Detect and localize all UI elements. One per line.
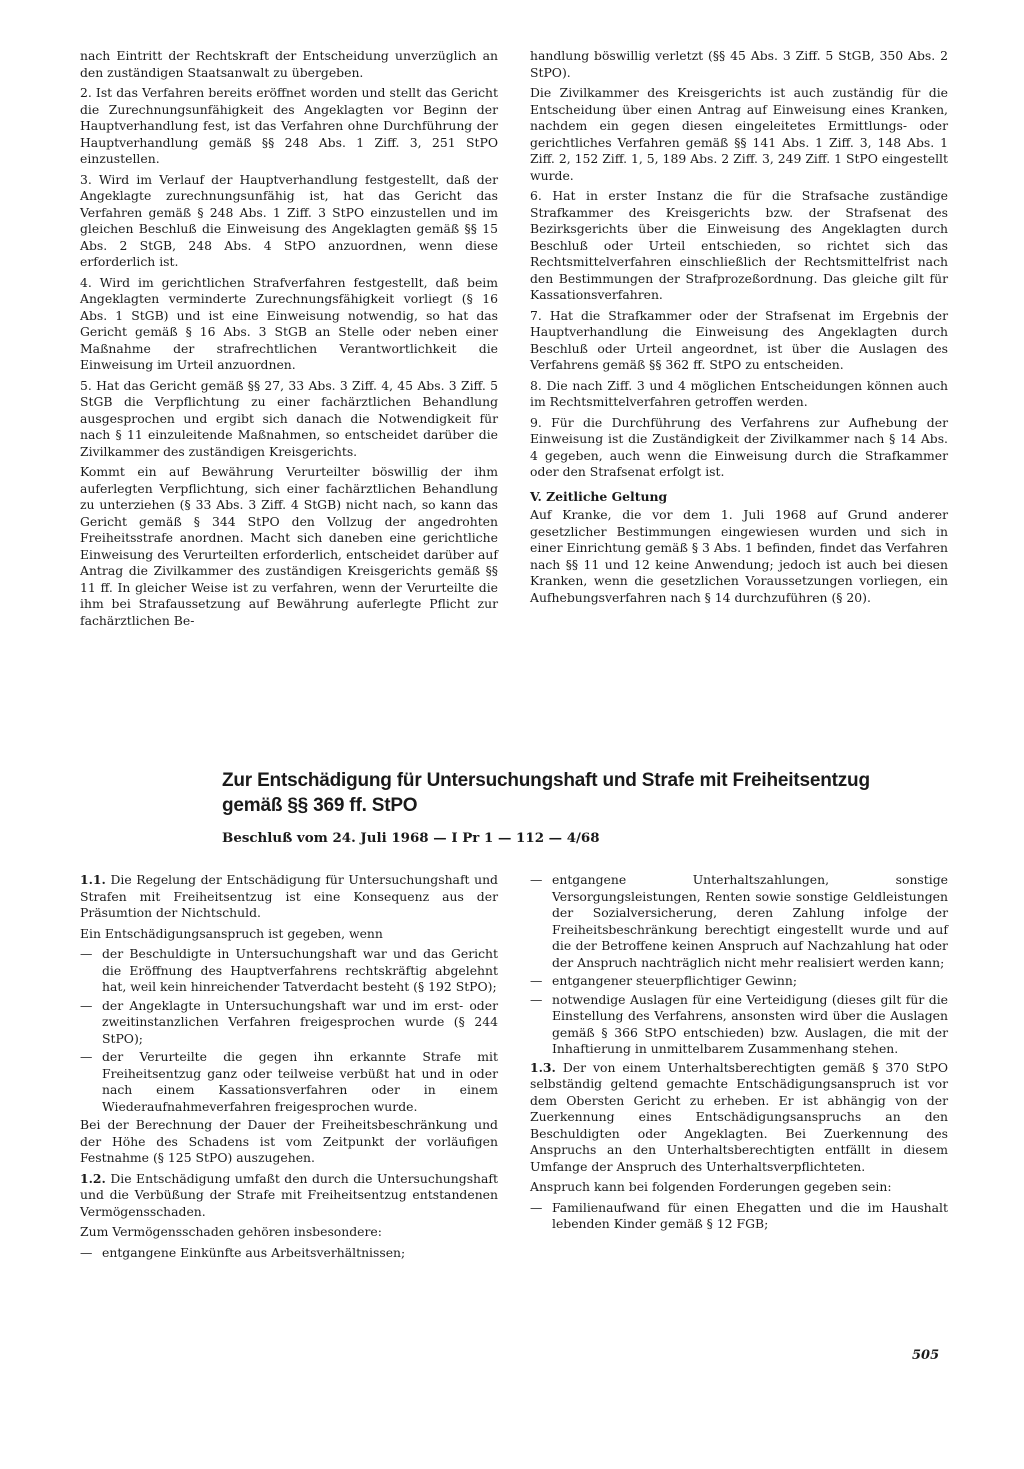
paragraph-text: Die Entschädigung umfaßt den durch die Untersuchungshaft und die Verbüßung der Strafe mit Freiheitsentzug entstandenen Vermögensschaden. [80,1170,498,1219]
decision-reference: Beschluß vom 24. Juli 1968 — I Pr 1 — 112 — 4/68 [222,830,600,846]
paragraph: handlung böswillig verletzt (§§ 45 Abs. 3 Ziff. 5 StGB, 350 Abs. 2 StPO). [530,48,948,80]
list-item: — entgangene Unterhaltszahlungen, sonstige Versorgungsleistungen, Renten sowie sonstige Geldleistungen der Sozialversicherung, deren Zahlung infolge der Freiheitsbeschränkung berechtigt eingestellt wurde und auf die der Betroffene keinen Anspruch auf Nachzahlung hat oder der Anspruch nachträglich nicht mehr realisiert werden kann; [530,872,948,971]
article-title-line: gemäß §§ 369 ff. StPO [222,795,418,816]
paragraph: Kommt ein auf Bewährung Verurteilter böswillig der ihm auferlegten Verpflichtung, sich einer fachärztlichen Behandlung zu unterziehen (§ 33 Abs. 3 Ziff. 4 StGB) nicht nach, so kann das Gericht gemäß § 344 StPO den Vollzug der angedrohten Freiheitsstrafe anordnen. Macht sich daneben eine gerichtliche Einweisung des Verurteilten erforderlich, entscheidet darüber auf Antrag die Zivilkammer des zuständigen Kreisgerichts gemäß §§ 11 ff. In gleicher Weise ist zu verfahren, wenn der Verurteilte die ihm bei Strafaussetzung auf Bewährung auferlegte Pflicht zur fachärztlichen Be- [80,464,498,628]
list-item: — entgangene Einkünfte aus Arbeitsverhältnissen; [80,1245,498,1262]
paragraph: Die Zivilkammer des Kreisgerichts ist auch zuständig für die Entscheidung über einen Antrag auf Einweisung eines Kranken, nachdem ein gegen diesen eingeleitetes Ermittlungs- oder gerichtliches Verfahren gemäß §§ 141 Abs. 1 Ziff. 3, 148 Abs. 1 Ziff. 2, 152 Ziff. 1, 5, 189 Abs. 2 Ziff. 3, 249 Ziff. 1 StPO eingestellt wurde. [530,85,948,183]
damage-list [80,1245,498,1262]
paragraph: Zum Vermögensschaden gehören insbesondere: [80,1224,382,1239]
claim-list [530,1200,948,1233]
paragraph-number: 1.1. [80,872,106,887]
paragraph: 5. Hat das Gericht gemäß §§ 27, 33 Abs. 3 Ziff. 4, 45 Abs. 3 Ziff. 5 StGB die Verpflichtung zu einer fachärztlichen Behandlung ausgesprochen und ergibt sich danach die Notwendigkeit für nach § 11 einzuleitende Maßnahmen, so entscheidet darüber die Zivilkammer des zuständigen Kreisgerichts. [80,377,498,459]
page-number: 505 [912,1348,940,1363]
list-item: — entgangener steuerpflichtiger Gewinn; [530,973,948,990]
paragraph: nach Eintritt der Rechtskraft der Entscheidung unverzüglich an den zuständigen Staatsanwalt zu übergeben. [80,48,498,80]
paragraph [80,872,498,922]
damage-list [530,872,948,1058]
list-item: — der Verurteilte die gegen ihn erkannte Strafe mit Freiheitsentzug ganz oder teilweise verbüßt hat und in oder nach einem Kassationsverfahren oder in einem Wiederaufnahmeverfahren freigesprochen wurde. [80,1049,498,1115]
list-item: — der Beschuldigte in Untersuchungshaft war und das Gericht die Eröffnung des Hauptverfahrens rechtskräftig abgelehnt hat, weil kein hinreichender Tatverdacht besteht (§ 192 StPO); [80,946,498,996]
paragraph-text: Der von einem Unterhaltsberechtigten gemäß § 370 StPO selbständig geltend gemachte Entschädigungsanspruch ist vor dem Obersten Gericht zu erheben. Er ist abhängig von der Zuerkennung eines Entschädigungsanspruchs an den Beschuldigten oder Angeklagten. Bei Zuerkennung des Anspruchs an den Unterhaltsberechtigten entfällt in diesem Umfange der Anspruch des Unterhaltsverpflichteten. [530,1059,948,1174]
top-left-column [80,48,498,633]
article-title-line: Zur Entschädigung für Untersuchungshaft und Strafe mit Freiheitsentzug [222,770,870,791]
paragraph: Bei der Berechnung der Dauer der Freiheitsbeschränkung und der Höhe des Schadens ist vom Zeitpunkt der vorläufigen Festnahme (§ 125 StPO) auszugehen. [80,1117,498,1165]
list-item: — notwendige Auslagen für eine Verteidigung (dieses gilt für die Einstellung des Verfahrens, ansonsten wird über die Auslagen gemäß § 366 StPO entschieden) bzw. Auslagen, die mit der Inhaftierung in unmittelbarem Zusammenhang stehen. [530,992,948,1058]
paragraph: 7. Hat die Strafkammer oder der Strafsenat im Ergebnis der Hauptverhandlung die Einweisung des Angeklagten durch Beschluß oder Urteil angeordnet, ist über die Auslagen des Verfahrens gemäß §§ 362 ff. StPO zu entscheiden. [530,307,948,372]
paragraph: 3. Wird im Verlauf der Hauptverhandlung festgestellt, daß der Angeklagte zurechnungsunfähig ist, hat das Gericht das Verfahren gemäß § 248 Abs. 1 Ziff. 3 StPO einzustellen und im gleichen Beschluß die Einweisung des Angeklagten gemäß §§ 15 Abs. 2 StGB, 248 Abs. 4 StPO anzuordnen, wenn diese erforderlich ist. [80,171,498,269]
paragraph-number: 1.3. [530,1059,556,1075]
paragraph-number: 1.2. [80,1170,106,1186]
claim-list [80,946,498,1115]
top-right-column [530,48,948,610]
list-item: — der Angeklagte in Untersuchungshaft war und im erst- oder zweitinstanzlichen Verfahren freigesprochen wurde (§ 244 StPO); [80,998,498,1048]
paragraph: 8. Die nach Ziff. 3 und 4 möglichen Entscheidungen können auch im Rechtsmittelverfahren getroffen werden. [530,377,948,409]
paragraph: 6. Hat in erster Instanz die für die Strafsache zuständige Strafkammer des Kreisgerichts bzw. der Strafsenat des Bezirksgerichts über die Einweisung des Angeklagten durch Beschluß oder Urteil entschieden, so richtet sich das Rechtsmittelverfahren einschließlich der Rechtsmittelfrist nach den Bestimmungen der Strafprozeßordnung. Das gleiche gilt für Kassationsverfahren. [530,188,948,302]
paragraph: 4. Wird im gerichtlichen Strafverfahren festgestellt, daß beim Angeklagten verminderte Zurechnungsfähigkeit vorliegt (§ 16 Abs. 1 StGB) und ist eine Einweisung notwendig, so hat das Gericht gemäß § 16 Abs. 3 StGB an Stelle oder neben einer Maßnahme der strafrechtlichen Verantwortlichkeit die Einweisung im Urteil anzuordnen. [80,274,498,372]
paragraph: 9. Für die Durchführung des Verfahrens zur Aufhebung der Einweisung ist die Zuständigkeit der Zivilkammer nach § 14 Abs. 4 gegeben, auch wenn die Einweisung durch die Strafkammer oder den Strafsenat erfolgt ist. [530,414,948,479]
section-heading: V. Zeitliche Geltung [530,488,668,504]
article-title [222,768,942,818]
paragraph: 2. Ist das Verfahren bereits eröffnet worden und stellt das Gericht die Zurechnungsunfähigkeit des Angeklagten vor Beginn der Hauptverhandlung fest, ist das Verfahren ohne Durchführung der Hauptverhandlung gemäß §§ 248 Abs. 1 Ziff. 3, 251 StPO einzustellen. [80,85,498,166]
list-item: — Familienaufwand für einen Ehegatten und die im Haushalt lebenden Kinder gemäß § 12 FGB; [530,1200,948,1233]
paragraph [80,1171,498,1221]
paragraph: Auf Kranke, die vor dem 1. Juli 1968 auf Grund anderer gesetzlicher Bestimmungen eingewiesen wurden und sich in einer Einrichtung gemäß § 3 Abs. 1 befinden, findet das Verfahren nach §§ 11 und 12 keine Anwendung; jedoch ist auch bei diesen Kranken, wenn die gesetzlichen Voraussetzungen vorliegen, ein Aufhebungsverfahren nach § 14 durchzuführen (§ 20). [530,507,948,605]
bottom-left-column [80,872,498,1263]
paragraph: Anspruch kann bei folgenden Forderungen gegeben sein: [530,1179,892,1194]
paragraph-text: Die Regelung der Entschädigung für Untersuchungshaft und Strafen mit Freiheitsentzug ist eine Konsequenz aus der Präsumtion der Nichtschuld. [80,872,498,920]
paragraph [530,1060,948,1176]
paragraph: Ein Entschädigungsanspruch ist gegeben, wenn [80,925,383,941]
bottom-right-column [530,872,948,1235]
